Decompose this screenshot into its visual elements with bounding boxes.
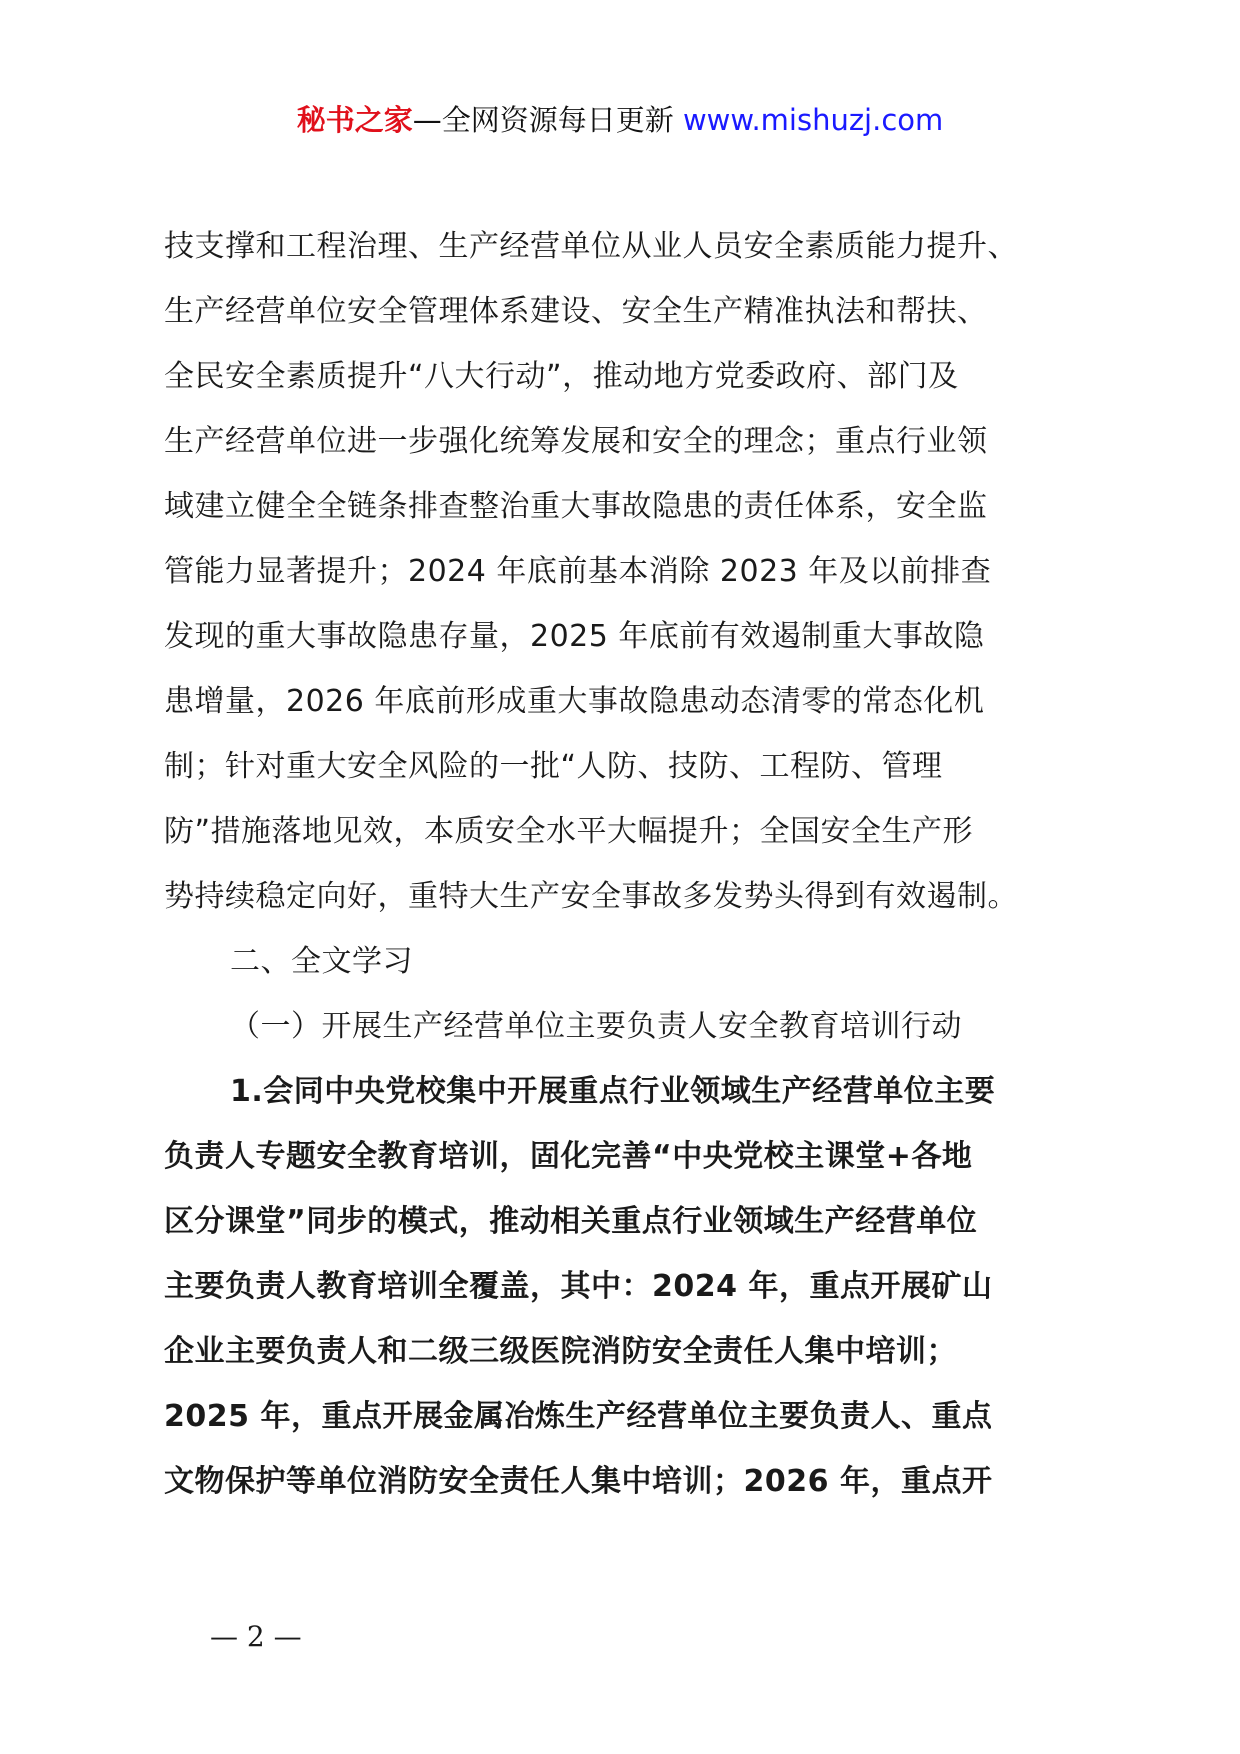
body-line: 管能力显著提升；2024 年底前基本消除 2023 年及以前排查: [164, 554, 992, 589]
header-tagline: —全网资源每日更新: [412, 103, 674, 137]
bold-body-line: 主要负责人教育培训全覆盖，其中：2024 年，重点开展矿山: [164, 1269, 993, 1304]
body-line: 势持续稳定向好，重特大生产安全事故多发势头得到有效遏制。: [164, 879, 1018, 914]
brand-name: 秘书之家: [296, 103, 413, 137]
bold-body-line: 1.会同中央党校集中开展重点行业领域生产经营单位主要: [230, 1074, 996, 1109]
site-url-link[interactable]: www.mishuzj.com: [682, 103, 944, 137]
body-line: 生产经营单位进一步强化统筹发展和安全的理念；重点行业领: [164, 424, 988, 459]
bold-body-line: 文物保护等单位消防安全责任人集中培训；2026 年，重点开: [164, 1464, 993, 1499]
section-heading: 二、全文学习: [230, 944, 413, 979]
body-line: 患增量，2026 年底前形成重大事故隐患动态清零的常态化机: [164, 684, 985, 719]
document-body: [164, 214, 1104, 1514]
body-line: 域建立健全全链条排查整治重大事故隐患的责任体系，安全监: [164, 489, 988, 524]
body-line: 制；针对重大安全风险的一批“人防、技防、工程防、管理: [164, 749, 943, 784]
bold-body-line: 区分课堂”同步的模式，推动相关重点行业领域生产经营单位: [164, 1204, 978, 1239]
document-header: [0, 100, 1240, 140]
subsection-heading: （一）开展生产经营单位主要负责人安全教育培训行动: [230, 1009, 962, 1044]
bold-body-line: 企业主要负责人和二级三级医院消防安全责任人集中培训；: [164, 1334, 957, 1369]
bold-body-line: 负责人专题安全教育培训，固化完善“中央党校主课堂+各地: [164, 1139, 973, 1174]
body-line: 防”措施落地见效，本质安全水平大幅提升；全国安全生产形: [164, 814, 974, 849]
body-line: 发现的重大事故隐患存量，2025 年底前有效遏制重大事故隐: [164, 619, 985, 654]
body-line: 全民安全素质提升“八大行动”，推动地方党委政府、部门及: [164, 359, 959, 394]
body-line: 生产经营单位安全管理体系建设、安全生产精准执法和帮扶、: [164, 294, 988, 329]
body-line: 技支撑和工程治理、生产经营单位从业人员安全素质能力提升、: [164, 229, 1018, 264]
page-number: — 2 —: [210, 1620, 302, 1653]
bold-body-line: 2025 年，重点开展金属冶炼生产经营单位主要负责人、重点: [164, 1399, 993, 1434]
